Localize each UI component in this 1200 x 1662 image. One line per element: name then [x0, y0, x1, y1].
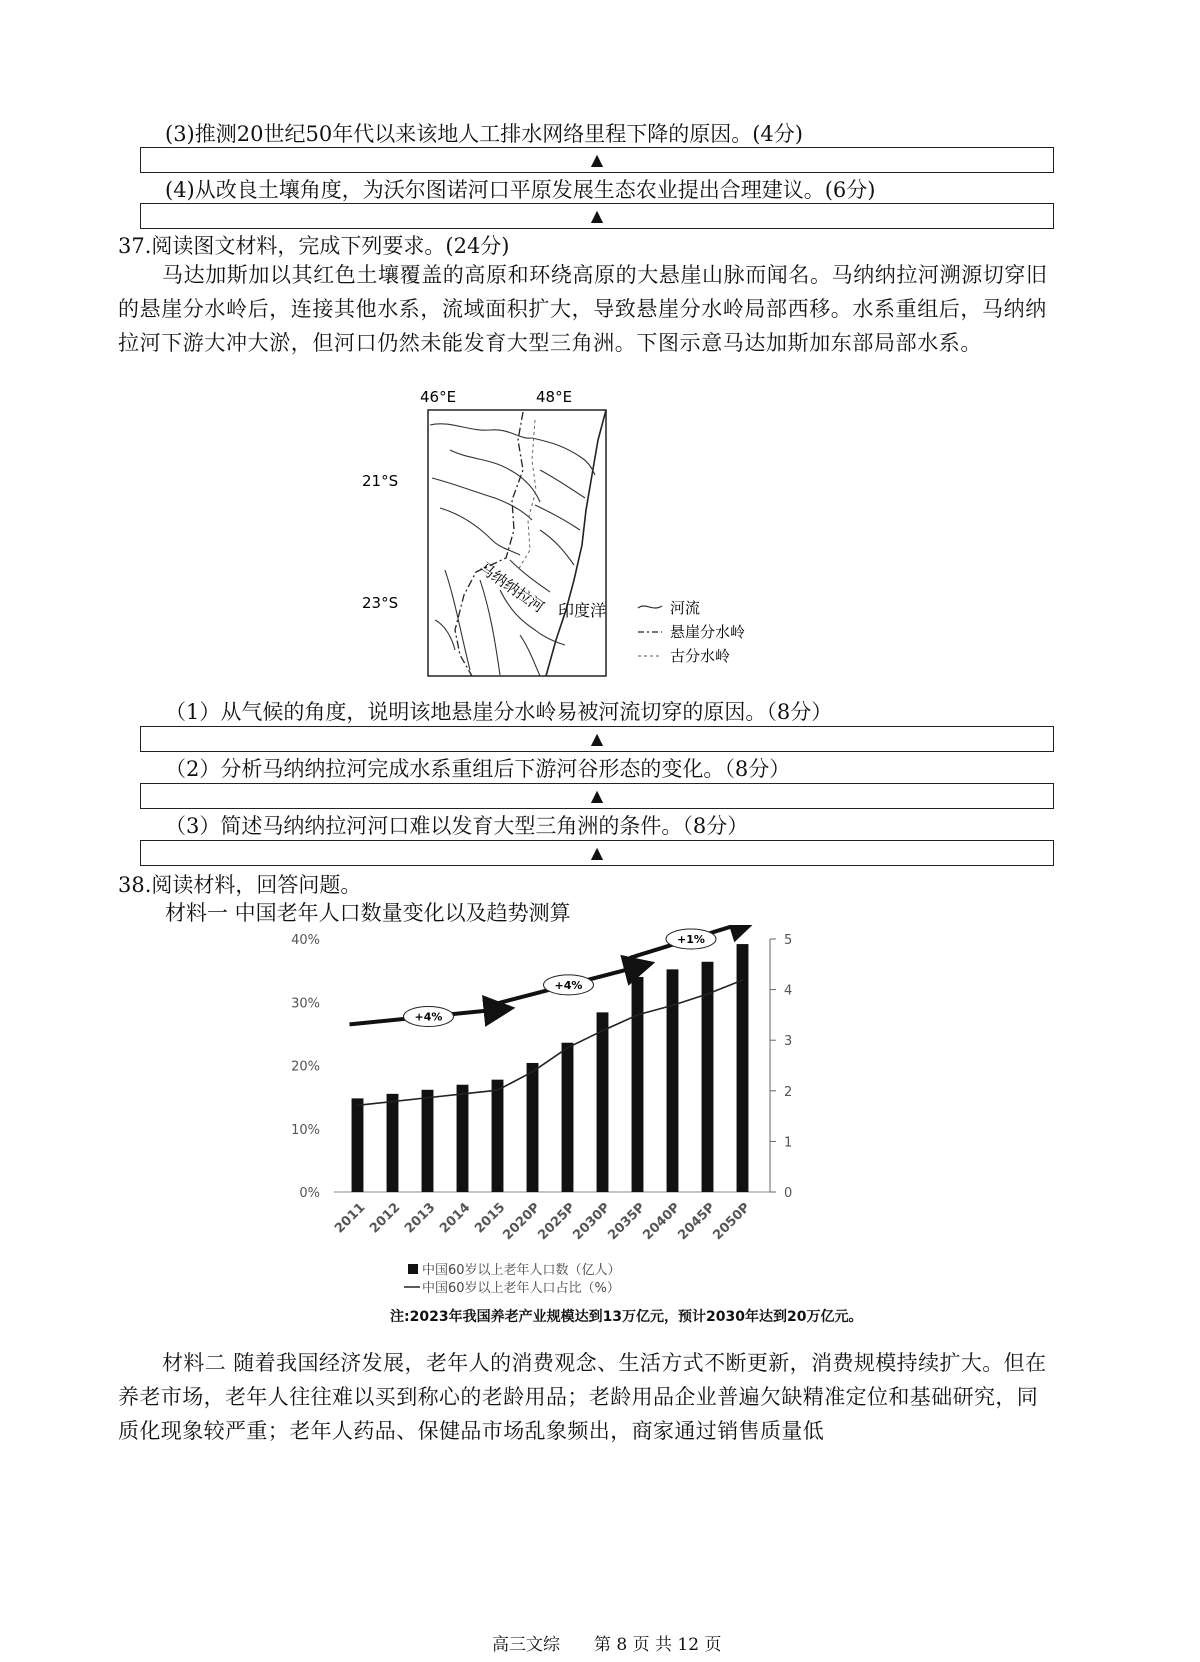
answer-marker: ▲ [590, 843, 604, 862]
answer-marker: ▲ [590, 206, 604, 225]
bar [422, 1090, 434, 1192]
line-point [742, 979, 744, 981]
q37-sub3: （3）简述马纳纳拉河河口难以发育大型三角洲的条件。（8分） [165, 814, 749, 838]
legend-river-swatch [638, 606, 662, 608]
river-label: 马纳纳拉河 [475, 558, 548, 617]
left-axis-tick-label: 30% [291, 996, 320, 1012]
chart-note: 注:2023年我国养老产业规模达到13万亿元，预计2030年达到20万亿元。 [390, 1309, 863, 1325]
q37-heading: 37.阅读图文材料，完成下列要求。(24分) [118, 234, 510, 258]
footer-page-number: 第 8 页 共 12 页 [594, 1635, 722, 1655]
legend-river-label: 河流 [670, 599, 701, 617]
footer-subject: 高三文综 [492, 1635, 560, 1655]
x-tick-label: 2015 [472, 1200, 509, 1237]
chart-axes [291, 933, 792, 1201]
legend-scarp-label: 悬崖分水岭 [670, 623, 746, 641]
bar [387, 1094, 399, 1192]
line-point [672, 1005, 674, 1007]
q37-paragraph: 马达加斯加以其红色土壤覆盖的高原和环绕高原的大悬崖山脉而闻名。马纳纳拉河溯源切穿旧的悬崖分水岭后，连接其他水系，流域面积扩大，导致悬崖分水岭局部西移。水系重组后，马纳纳拉河下游大冲大淤，但河口仍然未能发育大型三角洲。下图示意马达加斯加东部局部水系。 [118, 263, 1048, 355]
line-point [602, 1030, 604, 1032]
lon-label-48e: 48°E [536, 388, 573, 406]
line-point [532, 1071, 534, 1073]
x-tick-label: 2035P [605, 1200, 649, 1244]
q38-heading: 38.阅读材料，回答问题。 [118, 873, 362, 897]
right-axis-tick-label: 2 [784, 1084, 793, 1100]
x-tick-label: 2011 [332, 1200, 369, 1237]
answer-marker: ▲ [590, 150, 604, 169]
right-axis-tick-label: 0 [784, 1186, 793, 1201]
left-axis-tick-label: 10% [291, 1122, 320, 1138]
line-point [427, 1097, 429, 1099]
bar [632, 977, 644, 1192]
q36-sub3: (3)推测20世纪50年代以来该地人工排水网络里程下降的原因。(4分) [165, 122, 803, 146]
lat-label-23s: 23°S [362, 594, 399, 612]
left-axis-tick-label: 0% [299, 1186, 320, 1201]
legend-line-label: 中国60岁以上老年人口占比（%） [422, 1281, 620, 1296]
x-tick-label: 2045P [675, 1200, 719, 1244]
scarp-divide [455, 412, 523, 676]
q36-sub4: (4)从改良土壤角度，为沃尔图诺河口平原发展生态农业提出合理建议。(6分) [165, 178, 876, 202]
lon-label-46e: 46°E [420, 388, 457, 406]
line-point [707, 993, 709, 995]
left-axis-tick-label: 40% [291, 933, 320, 948]
answer-box[interactable] [140, 203, 1054, 229]
x-tick-label: 2030P [570, 1200, 614, 1244]
legend-ancient-label: 古分水岭 [670, 647, 731, 665]
rivers [430, 424, 595, 676]
growth-label: +4% [414, 1010, 443, 1024]
ocean-label: 印度洋 [558, 601, 607, 620]
legend-bar-label: 中国60岁以上老年人口数（亿人） [422, 1263, 621, 1278]
coastline [546, 410, 606, 676]
bar [597, 1012, 609, 1192]
bar [527, 1063, 539, 1192]
legend-bar-swatch [408, 1264, 418, 1274]
bar [457, 1085, 469, 1192]
growth-label: +1% [677, 933, 705, 946]
material2-paragraph: 材料二 随着我国经济发展，老年人的消费观念、生活方式不断更新，消费规模持续扩大。但在养老市场，老年人往往难以买到称心的老龄用品；老龄用品企业普遍欠缺精准定位和基础研究，同质化现象较严重；老年人药品、保健品市场乱象频出，商家通过销售质量低 [118, 1351, 1047, 1443]
material1-title: 材料一 中国老年人口数量变化以及趋势测算 [165, 901, 571, 925]
line-point [567, 1047, 569, 1049]
ancient-divide [518, 420, 536, 570]
right-axis-tick-label: 4 [784, 983, 793, 999]
x-tick-labels [332, 1200, 753, 1243]
answer-marker: ▲ [590, 729, 604, 748]
map-frame [428, 410, 606, 676]
x-tick-label: 2050P [710, 1200, 754, 1244]
line-point [637, 1014, 639, 1016]
bar [562, 1043, 574, 1192]
answer-box[interactable] [140, 783, 1054, 809]
q37-sub1: （1）从气候的角度，说明该地悬崖分水岭易被河流切穿的原因。（8分） [165, 700, 833, 724]
madagascar-drainage-map [360, 380, 800, 690]
answer-marker: ▲ [590, 786, 604, 805]
growth-arrows [350, 925, 753, 1026]
map-legend [638, 599, 745, 665]
answer-box[interactable] [140, 840, 1054, 866]
bar [667, 969, 679, 1192]
right-axis-tick-label: 5 [784, 933, 793, 948]
right-axis-tick-label: 3 [784, 1034, 793, 1050]
right-axis-tick-label: 1 [784, 1135, 793, 1151]
answer-box[interactable] [140, 726, 1054, 752]
line-point [392, 1101, 394, 1103]
bar [352, 1098, 364, 1192]
line-point [462, 1093, 464, 1095]
x-tick-label: 2013 [402, 1200, 439, 1237]
growth-label: +4% [554, 978, 583, 992]
line-point [497, 1089, 499, 1091]
chart-legend [404, 1262, 621, 1296]
x-tick-label: 2012 [367, 1200, 404, 1237]
left-axis-tick-label: 20% [291, 1059, 320, 1075]
x-tick-label: 2014 [437, 1200, 474, 1237]
answer-box[interactable] [140, 147, 1054, 173]
lat-label-21s: 21°S [362, 472, 399, 490]
share-line [358, 980, 743, 1105]
line-point [357, 1105, 359, 1107]
bar [492, 1080, 504, 1192]
x-tick-label: 2040P [640, 1200, 684, 1244]
bar [702, 962, 714, 1192]
line-series [357, 979, 744, 1106]
q37-sub2: （2）分析马纳纳拉河完成水系重组后下游河谷形态的变化。（8分） [165, 757, 791, 781]
elderly-population-chart [280, 925, 840, 1310]
x-tick-label: 2025P [535, 1200, 579, 1244]
x-tick-label: 2020P [500, 1200, 544, 1244]
